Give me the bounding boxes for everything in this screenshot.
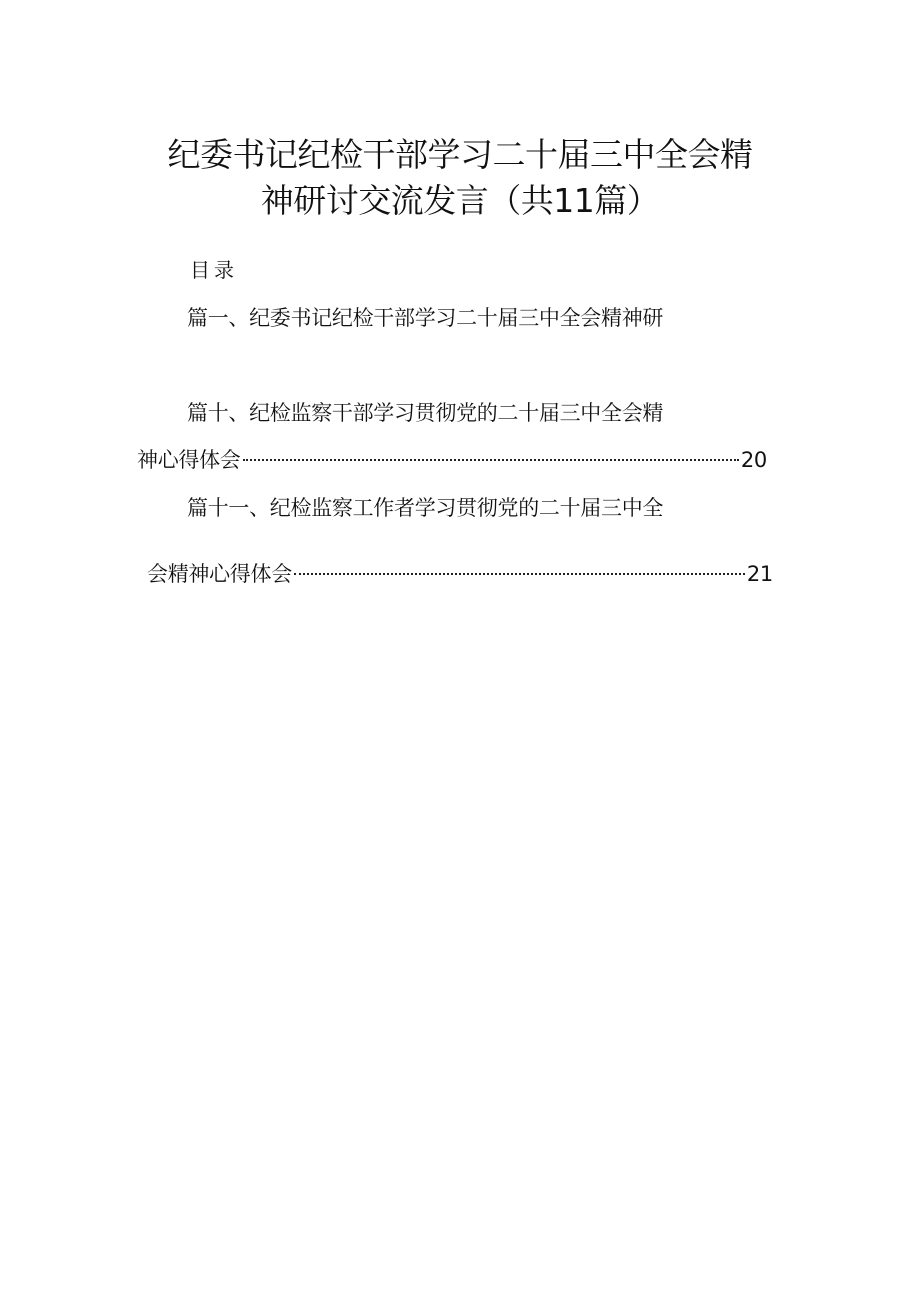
toc-entry-1[interactable]: 篇一、纪委书记纪检干部学习二十届三中全会精神研 bbox=[187, 306, 664, 330]
document-title-line-2: 神研讨交流发言（共11篇） bbox=[260, 181, 660, 220]
document-title-line-1: 纪委书记纪检干部学习二十届三中全会精 bbox=[167, 135, 753, 174]
toc-entry-11-line-2[interactable] bbox=[147, 551, 773, 589]
toc-entry-11-text: 会精神心得体会 bbox=[147, 562, 292, 586]
toc-entry-11-line-1[interactable]: 篇十一、纪检监察工作者学习贯彻党的二十届三中全 bbox=[187, 496, 664, 520]
dot-leader bbox=[294, 551, 745, 581]
dot-leader bbox=[243, 437, 739, 467]
toc-heading: 目录 bbox=[190, 258, 238, 282]
toc-entry-11-page-number: 21 bbox=[746, 562, 773, 586]
toc-entry-10-text: 神心得体会 bbox=[137, 448, 241, 472]
toc-entry-10-line-2[interactable] bbox=[137, 437, 767, 475]
toc-entry-10-line-1[interactable]: 篇十、纪检监察干部学习贯彻党的二十届三中全会精 bbox=[187, 401, 664, 425]
toc-entry-10-page-number: 20 bbox=[740, 448, 767, 472]
